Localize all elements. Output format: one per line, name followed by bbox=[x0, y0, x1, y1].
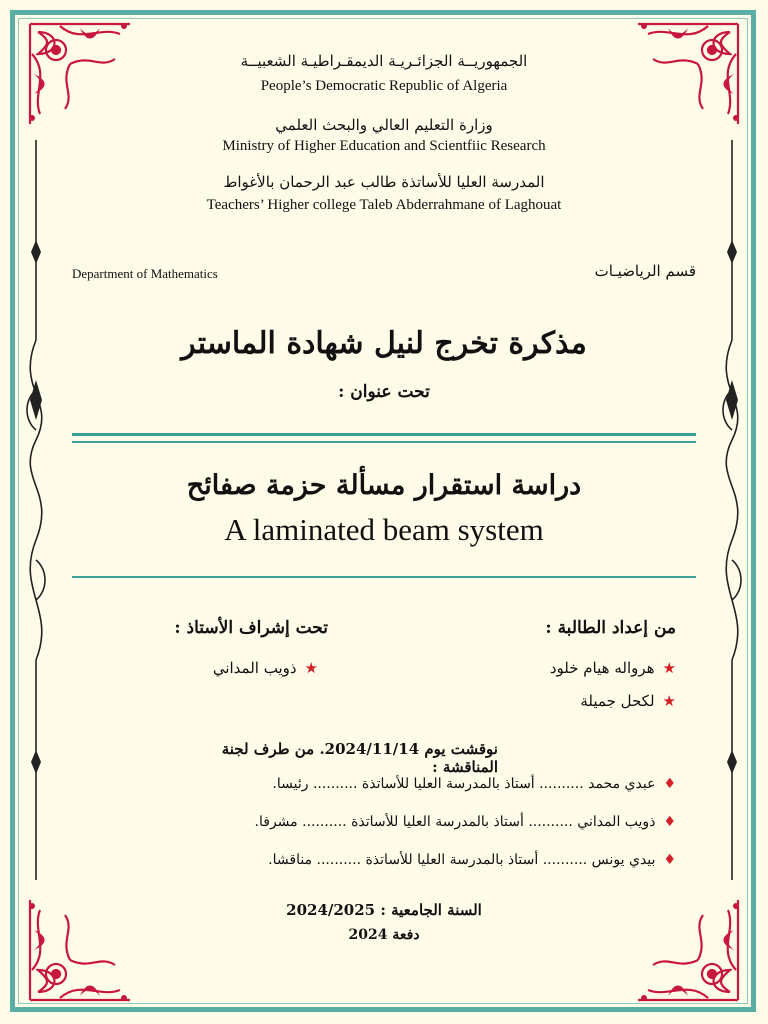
supervisor-block bbox=[68, 618, 328, 677]
star-icon: ★ bbox=[662, 692, 676, 710]
jury-name: عبدي محمد bbox=[588, 776, 656, 792]
republic-ar: الجمهوريــة الجزائـريـة الديمقـراطيـة الشعبيــة bbox=[240, 52, 528, 70]
jury-role: مشرفا. bbox=[254, 814, 298, 830]
divider-top-1 bbox=[72, 433, 696, 436]
students-block bbox=[376, 618, 676, 710]
supervisor-item bbox=[68, 658, 318, 677]
jury-name: بيدي يونس bbox=[591, 852, 656, 868]
jury-title: أستاذ بالمدرسة العليا للأساتذة bbox=[365, 852, 539, 868]
jury-title: أستاذ بالمدرسة العليا للأساتذة bbox=[361, 776, 535, 792]
student-name: هرواله هيام خلود bbox=[549, 659, 655, 677]
jury-row: ♦بيدي يونس .......... أستاذ بالمدرسة العليا للأساتذة .......... مناقشا. bbox=[268, 852, 676, 868]
republic-en: People’s Democratic Republic of Algeria bbox=[260, 78, 508, 94]
jury-row: ♦عبدي محمد .......... أستاذ بالمدرسة العليا للأساتذة .......... رئيسا. bbox=[272, 776, 676, 792]
student-name: لكحل جميلة bbox=[580, 692, 655, 710]
jury-title: أستاذ بالمدرسة العليا للأساتذة bbox=[351, 814, 524, 830]
school-ar: المدرسة العليا للأساتذة طالب عبد الرحمان بالأغواط bbox=[223, 173, 545, 191]
jury-name: ذويب المداني bbox=[577, 814, 656, 830]
thesis-title-ar: دراسة استقرار مسألة حزمة صفائح bbox=[186, 470, 582, 501]
divider-bottom bbox=[72, 576, 696, 578]
department-en: Department of Mathematics bbox=[72, 266, 218, 281]
student-item bbox=[376, 691, 676, 710]
star-icon: ★ bbox=[304, 659, 318, 677]
under-title-label: تحت عنوان : bbox=[338, 382, 430, 402]
department-ar: قسم الرياضيـات bbox=[594, 262, 696, 280]
divider-top-2 bbox=[72, 441, 696, 443]
ministry-ar: وزارة التعليم العالي والبحث العلمي bbox=[275, 116, 493, 134]
diamond-icon: ♦ bbox=[663, 776, 676, 792]
diamond-icon: ♦ bbox=[663, 852, 676, 868]
student-item bbox=[376, 658, 676, 677]
ornament-side-icon bbox=[712, 140, 752, 880]
cohort-label: دفعة 2024 bbox=[348, 927, 420, 943]
academic-year: السنة الجامعية : 2024/2025 bbox=[286, 901, 482, 919]
jury-row: ♦ذويب المداني .......... أستاذ بالمدرسة العليا للأساتذة .......... مشرفا. bbox=[254, 814, 676, 830]
diamond-icon: ♦ bbox=[663, 814, 676, 830]
school-en: Teachers’ Higher college Taleb Abderrahmane of Laghouat bbox=[206, 197, 562, 213]
ornament-side-icon bbox=[16, 140, 56, 880]
thesis-title-en: A laminated beam system bbox=[224, 512, 544, 547]
ministry-en: Ministry of Higher Education and Scientfiic Research bbox=[222, 138, 546, 154]
star-icon: ★ bbox=[662, 659, 676, 677]
students-label: من إعداد الطالبة : bbox=[545, 618, 676, 638]
memo-title: مذكرة تخرج لنيل شهادة الماستر bbox=[181, 326, 587, 361]
supervisor-label: تحت إشراف الأستاذ : bbox=[174, 618, 328, 638]
supervisor-name: ذويب المداني bbox=[212, 659, 297, 677]
jury-role: رئيسا. bbox=[272, 776, 309, 792]
defense-label: نوقشت يوم 2024/11/14. من طرف لجنة المناقشة : bbox=[221, 740, 498, 776]
jury-role: مناقشا. bbox=[268, 852, 313, 868]
